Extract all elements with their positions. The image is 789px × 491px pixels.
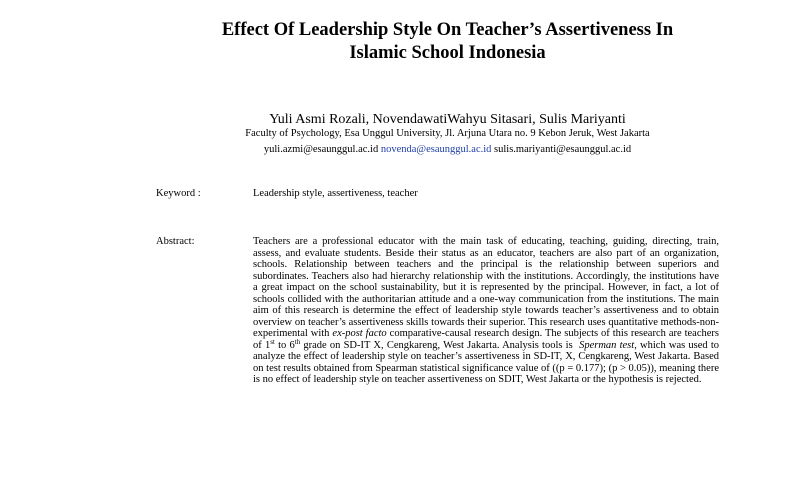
affiliation: Faculty of Psychology, Esa Unggul University, Jl. Arjuna Utara no. 9 Kebon Jeruk, West Jakarta — [245, 128, 650, 139]
abstract-body — [253, 236, 719, 386]
abstract-label: Abstract: — [156, 236, 195, 247]
author-list: Yuli Asmi Rozali, NovendawatiWahyu Sitasari, Sulis Mariyanti — [269, 112, 626, 127]
superscript-st: st — [270, 337, 275, 346]
abstract-ex-post-facto: ex-post facto — [332, 328, 387, 339]
abstract-text-5: , which was used to analyze the effect of leadership style on teacher’s assertiveness in SD-IT, X, Cengkareng, West Jakarta. Based on test results obtained from Spearman statistical significance value of ((p = 0.177); (p > 0.05)), meaning there is no effect of leadership style on teacher assertiveness on SDIT, West Jakarta or the hypothesis is rejected. — [253, 339, 720, 385]
abstract-text-1: Teachers are a professional educator with the main task of educating, teaching, guiding, directing, train, assess, and evaluate students. Beside their status as an educator, teachers are also part of an organization, schools. Relationship between teachers and the principal is the relationship between superiors and subordinates. Teachers also had hierarchy relationship with the institutions. Accordingly, the institutions have a great impact on the school sustainability, but it is represented by the principal. However, in fact, a lot of schools collided with the authoritarian attitude and a one-way communication from the institutions. The main aim of this research is determine the effect of leadership style towards teacher’s assertiveness and to obtain overview on teacher’s assertiveness skills towards their superior. This research uses quantitative methods-non-experimental with — [253, 236, 719, 339]
superscript-th: th — [294, 337, 301, 346]
email-3: sulis.mariyanti@esaunggul.ac.id — [494, 144, 632, 155]
paper-title — [150, 19, 745, 65]
keyword-label: Keyword : — [156, 188, 201, 199]
title-line-2: Islamic School Indonesia — [349, 43, 546, 63]
abstract-text-4: grade on SD-IT X, Cengkareng, West Jakarta. Analysis tools is — [303, 339, 573, 351]
abstract-text-2: comparative-causal research design. The subjects of this research are teachers of 1 — [253, 328, 719, 351]
title-line-1: Effect Of Leadership Style On Teacher’s Assertiveness In — [221, 20, 674, 40]
author-emails — [150, 143, 745, 157]
abstract-text-3: to 6 — [278, 339, 295, 351]
email-2-link[interactable]: novenda@esaunggul.ac.id — [380, 144, 492, 155]
keyword-list: Leadership style, assertiveness, teacher — [253, 188, 418, 199]
email-1: yuli.azmi@esaunggul.ac.id — [263, 144, 379, 155]
abstract-sperman-test: Sperman test — [579, 339, 635, 351]
